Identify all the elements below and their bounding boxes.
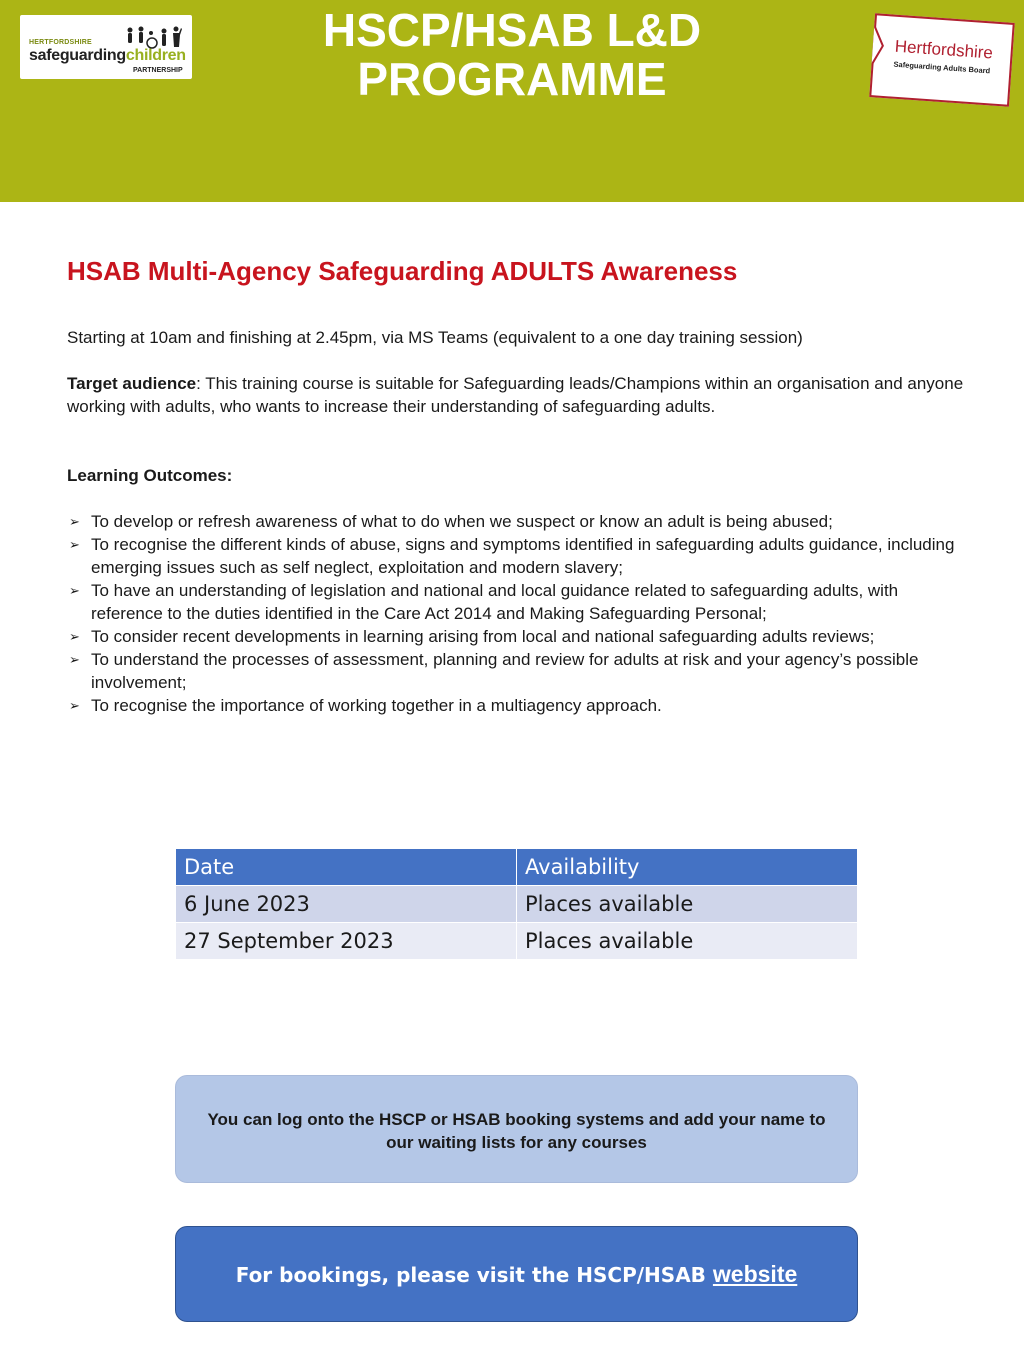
- list-item-text: To recognise the different kinds of abuse, signs and symptoms identified in safeguarding adults guidance, including emerging issues such as self neglect, exploitation and modern slavery;: [91, 535, 955, 577]
- hsab-logo: [869, 13, 1015, 107]
- learning-outcomes-heading: Learning Outcomes:: [67, 466, 233, 485]
- booking-text-line: [176, 1261, 857, 1288]
- table-row: [176, 886, 858, 923]
- waiting-list-notice: [175, 1075, 858, 1183]
- hscp-logo-main-text: [29, 47, 186, 65]
- list-item-text: To consider recent developments in learning arising from local and national safeguarding adults reviews;: [91, 627, 875, 646]
- date-cell: 6 June 2023: [176, 886, 517, 923]
- list-item: [67, 510, 972, 533]
- hscp-logo: [20, 15, 192, 79]
- website-link[interactable]: website: [712, 1261, 798, 1287]
- hscp-logo-small-text: HERTFORDSHIRE: [29, 39, 92, 46]
- target-audience-paragraph: [67, 372, 967, 418]
- list-item-text: To understand the processes of assessment, planning and review for adults at risk and your agency’s possible involvement;: [91, 650, 919, 692]
- column-header-date: Date: [176, 849, 517, 886]
- page-title-line-2: PROGRAMME: [357, 53, 667, 105]
- course-dates-table: [175, 848, 858, 960]
- column-header-availability: Availability: [517, 849, 858, 886]
- arrow-bullet-icon: ➢: [69, 514, 80, 529]
- list-item-text: To recognise the importance of working together in a multiagency approach.: [91, 696, 662, 715]
- table-row: [176, 923, 858, 960]
- waiting-list-text: You can log onto the HSCP or HSAB booking systems and add your name to our waiting lists for any courses: [207, 1110, 826, 1152]
- list-item: [67, 694, 972, 717]
- arrow-bullet-icon: ➢: [69, 629, 80, 644]
- booking-text: For bookings, please visit the HSCP/HSAB: [235, 1263, 706, 1287]
- list-item-text: To develop or refresh awareness of what to do when we suspect or know an adult is being abused;: [91, 512, 833, 531]
- hsab-logo-sub-text: Safeguarding Adults Board: [893, 59, 991, 76]
- availability-cell: Places available: [517, 923, 858, 960]
- hscp-logo-word-safeguarding: safeguarding: [29, 47, 126, 64]
- list-item-text: To have an understanding of legislation and national and local guidance related to safeguarding adults, with reference to the duties identified in the Care Act 2014 and Making Safeguarding Personal;: [91, 581, 899, 623]
- table-header-row: [176, 849, 858, 886]
- booking-banner: [175, 1226, 858, 1322]
- date-cell: 27 September 2023: [176, 923, 517, 960]
- availability-cell: Places available: [517, 886, 858, 923]
- target-audience-label: Target audience: [67, 374, 197, 393]
- page-title-line-1: HSCP/HSAB L&D: [322, 4, 702, 56]
- arrow-bullet-icon: ➢: [69, 652, 80, 667]
- list-item: [67, 579, 972, 625]
- arrow-bullet-icon: ➢: [69, 583, 80, 598]
- list-item: [67, 533, 972, 579]
- course-title: HSAB Multi-Agency Safeguarding ADULTS Awareness: [67, 256, 738, 286]
- header-banner: [0, 0, 1024, 202]
- hscp-logo-sub-text: PARTNERSHIP: [133, 67, 183, 74]
- course-time-text: Starting at 10am and finishing at 2.45pm, via MS Teams (equivalent to a one day training session): [67, 328, 803, 347]
- hsab-logo-notch-icon: [871, 25, 888, 66]
- hscp-logo-word-children: children: [125, 47, 186, 64]
- list-item: [67, 648, 972, 694]
- target-audience-text: : This training course is suitable for Safeguarding leads/Champions within an organisation and anyone working with adults, who wants to increase their understanding of safeguarding adults.: [67, 374, 964, 416]
- learning-outcomes-list: [67, 510, 972, 717]
- page-title: [200, 6, 824, 104]
- list-item: [67, 625, 972, 648]
- arrow-bullet-icon: ➢: [69, 698, 80, 713]
- hsab-logo-name: Hertfordshire: [894, 36, 994, 63]
- people-silhouettes-icon: [124, 25, 184, 49]
- arrow-bullet-icon: ➢: [69, 537, 80, 552]
